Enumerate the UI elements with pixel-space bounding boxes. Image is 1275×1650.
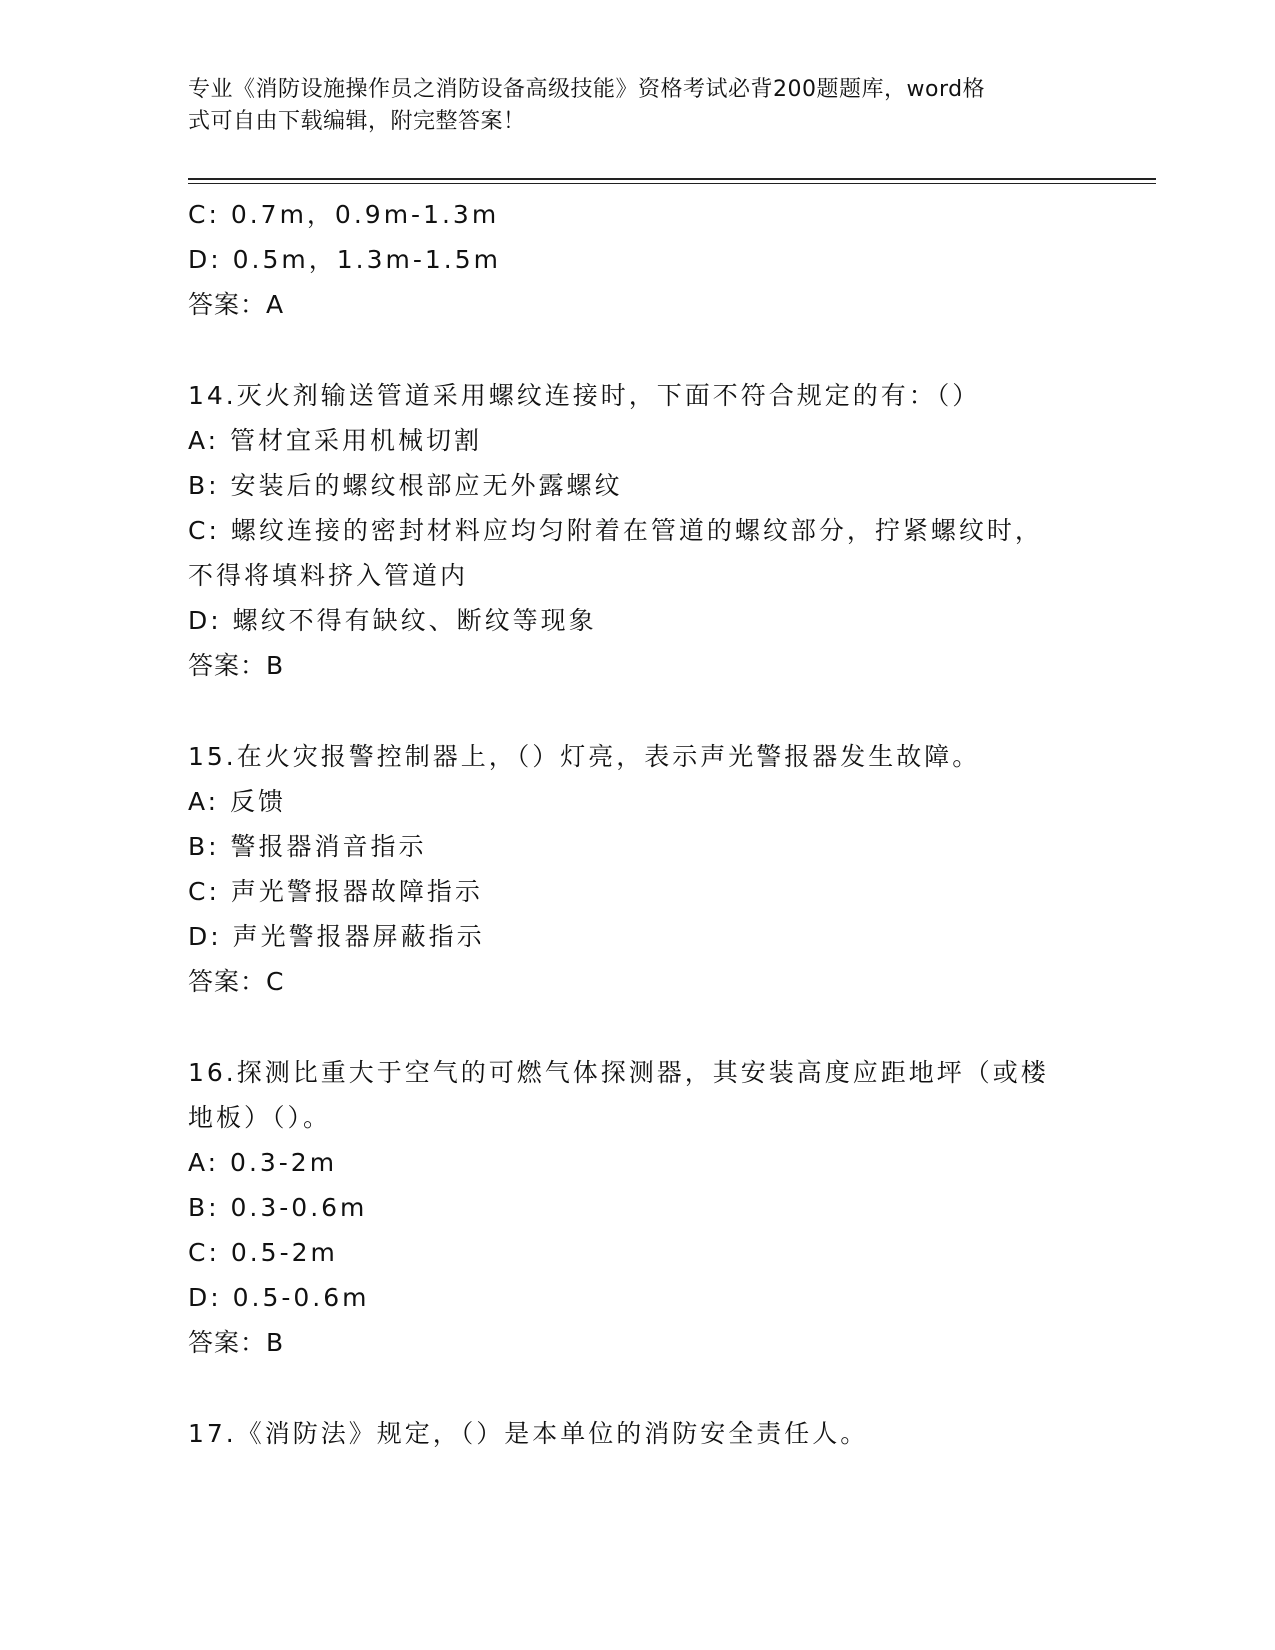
option-c-continued: 不得将填料挤入管道内 [188,561,469,590]
question-14 [188,373,1088,688]
option-a: A: 反馈 [188,787,287,816]
answer: 答案：B [188,1328,285,1357]
option-a: A: 0.3-2m [188,1148,338,1177]
option-c: C: 螺纹连接的密封材料应均匀附着在管道的螺纹部分，拧紧螺纹时， [188,516,1043,545]
option-b: B: 警报器消音指示 [188,832,427,861]
header-divider-thick [188,178,1156,180]
option-c: C: 0.5-2m [188,1238,338,1267]
answer: 答案：B [188,651,285,680]
option-d: D: 0.5m，1.3m-1.5m [188,245,501,274]
header-line-1: 专业《消防设施操作员之消防设备高级技能》资格考试必背200题题库，word格 [188,77,986,102]
header-divider-thin [188,183,1156,184]
question-text: 17.《消防法》规定，（）是本单位的消防安全责任人。 [188,1419,869,1448]
answer: 答案：C [188,967,285,996]
option-c: C: 声光警报器故障指示 [188,877,483,906]
question-13-tail [188,192,1088,327]
answer: 答案：A [188,290,285,319]
question-text: 16.探测比重大于空气的可燃气体探测器，其安装高度应距地坪（或楼 [188,1058,1049,1087]
option-c: C: 0.7m，0.9m-1.3m [188,200,500,229]
document-body [188,192,1088,1456]
option-a: A: 管材宜采用机械切割 [188,426,483,455]
document-header [188,74,1088,138]
question-text: 14.灭火剂输送管道采用螺纹连接时，下面不符合规定的有：（） [188,381,981,410]
option-b: B: 0.3-0.6m [188,1193,368,1222]
question-text: 15.在火灾报警控制器上，（）灯亮，表示声光警报器发生故障。 [188,742,981,771]
question-15 [188,734,1088,1004]
question-text-continued: 地板）（）。 [188,1103,332,1132]
header-line-2: 式可自由下载编辑，附完整答案！ [188,109,526,134]
option-d: D: 声光警报器屏蔽指示 [188,922,485,951]
question-16 [188,1050,1088,1365]
option-b: B: 安装后的螺纹根部应无外露螺纹 [188,471,623,500]
question-17 [188,1411,1088,1456]
option-d: D: 0.5-0.6m [188,1283,370,1312]
option-d: D: 螺纹不得有缺纹、断纹等现象 [188,606,597,635]
